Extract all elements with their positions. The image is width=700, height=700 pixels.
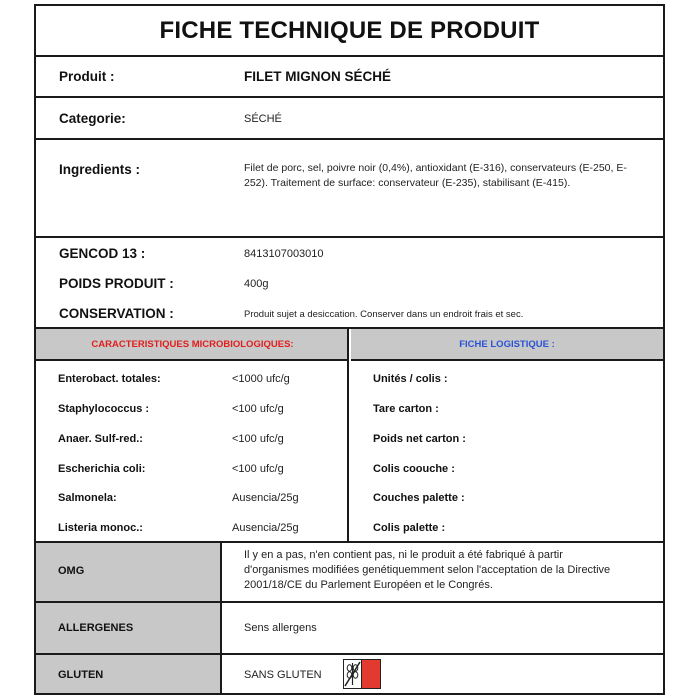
logistique-item: Colis coouche : xyxy=(373,463,455,475)
categorie-row xyxy=(36,98,663,140)
categorie-label: Categorie: xyxy=(59,111,126,126)
micro-item-value: Ausencia/25g xyxy=(232,492,299,504)
produit-label: Produit : xyxy=(59,69,115,84)
micro-item-value: <100 ufc/g xyxy=(232,433,284,445)
allergenes-label-cell xyxy=(36,603,222,653)
logistique-item: Colis palette : xyxy=(373,522,446,534)
allergenes-value: Sens allergens xyxy=(244,622,317,634)
omg-label: OMG xyxy=(58,565,85,577)
poids-label: POIDS PRODUIT : xyxy=(59,276,174,291)
logistique-item: Couches palette : xyxy=(373,492,465,504)
produit-row xyxy=(36,57,663,98)
micro-list xyxy=(36,361,349,543)
product-info-block xyxy=(36,238,663,329)
allergenes-label: ALLERGENES xyxy=(58,622,134,634)
gencod-label: GENCOD 13 : xyxy=(59,246,146,261)
omg-label-cell xyxy=(36,543,222,601)
micro-item-value: <100 ufc/g xyxy=(232,403,284,415)
micro-item-name: Salmonela: xyxy=(58,492,117,504)
logistique-item: Poids net carton : xyxy=(373,433,466,445)
product-sheet xyxy=(34,4,665,695)
micro-item-name: Enterobact. totales: xyxy=(58,373,161,385)
poids-value: 400g xyxy=(244,278,269,290)
micro-item-name: Escherichia coli: xyxy=(58,463,146,475)
micro-item-name: Listeria monoc.: xyxy=(58,522,143,534)
specs-block xyxy=(36,329,663,543)
conservation-value: Produit sujet a desiccation. Conserver dans un endroit frais et sec. xyxy=(244,309,524,320)
sheet-title: FICHE TECHNIQUE DE PRODUIT xyxy=(36,6,663,57)
logistique-item: Unités / colis : xyxy=(373,373,448,385)
omg-line: 2001/18/CE du Parlement Européen et le Congrés. xyxy=(244,579,493,591)
micro-item-name: Anaer. Sulf-red.: xyxy=(58,433,143,445)
micro-item-value: <100 ufc/g xyxy=(232,463,284,475)
micro-header xyxy=(36,329,349,361)
omg-line: Il y en a pas, n'en contient pas, ni le produit a été fabriqué à partir xyxy=(244,549,563,561)
ingredients-row xyxy=(36,140,663,238)
gluten-row xyxy=(36,655,663,693)
micro-item-name: Staphylococcus : xyxy=(58,403,150,415)
conservation-label: CONSERVATION : xyxy=(59,306,174,321)
gluten-value: SANS GLUTEN xyxy=(244,669,322,681)
categorie-value: SÉCHÉ xyxy=(244,113,282,125)
gluten-free-icon xyxy=(343,659,381,689)
omg-row xyxy=(36,543,663,603)
logistique-list xyxy=(351,361,663,543)
omg-line: d'organismes modifiées genétiquemment selon l'acceptation de la Directive xyxy=(244,564,611,576)
omg-text xyxy=(244,548,610,593)
micro-item-value: <1000 ufc/g xyxy=(232,373,290,385)
gluten-label-cell xyxy=(36,655,222,693)
micro-item-value: Ausencia/25g xyxy=(232,522,299,534)
ingredients-value: Filet de porc, sel, poivre noir (0,4%), antioxidant (E-316), conservateurs (E-250, E-252). Traitement de surface: conservateur (E-235), stabilisant (E-415). xyxy=(244,162,627,189)
ingredients-label: Ingredients : xyxy=(59,162,141,177)
gencod-value: 8413107003010 xyxy=(244,248,324,260)
micro-header-text: CARACTERISTIQUES MICROBIOLOGIQUES: xyxy=(91,339,294,350)
logistique-header-text: FICHE LOGISTIQUE : xyxy=(459,339,555,350)
logistique-header xyxy=(351,329,663,361)
gluten-label: GLUTEN xyxy=(58,669,104,681)
produit-value: FILET MIGNON SÉCHÉ xyxy=(244,69,392,84)
logistique-item: Tare carton : xyxy=(373,403,439,415)
allergenes-row xyxy=(36,603,663,655)
